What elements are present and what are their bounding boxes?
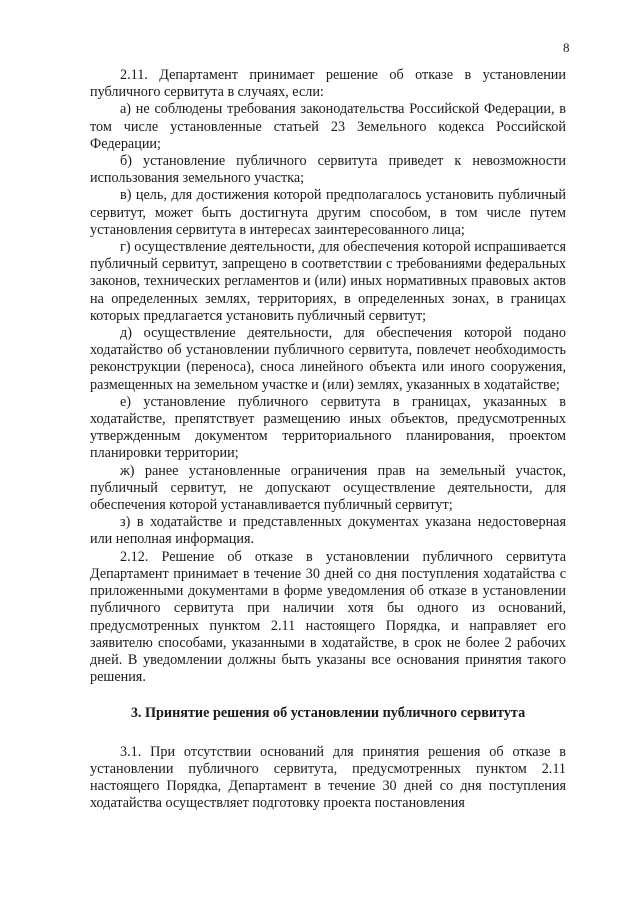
list-item-zh: ж) ранее установленные ограничения прав на земельный участок, публичный сервитут, не допускают осуществление деятельности, для обеспечения которой устанавливается публичный сервитут; (90, 462, 566, 514)
list-item-g: г) осуществление деятельности, для обеспечения которой испрашивается публичный сервитут, запрещено в соответствии с требованиями федеральных законов, технических регламентов и (или) иных нормативных правовых актов на определенных землях, территориях, в определенных зонах, в границах которых предлагается установить публичный сервитут; (90, 239, 566, 324)
document-body (90, 67, 566, 812)
list-item-b: б) установление публичного сервитута приведет к невозможности использования земельного участка; (90, 153, 566, 187)
section-heading: 3. Принятие решения об установлении публичного сервитута (130, 705, 526, 722)
list-item-z: з) в ходатайстве и представленных документах указана недостоверная или неполная информация. (90, 514, 566, 548)
list-item-e: е) установление публичного сервитута в границах, указанных в ходатайстве, препятствует размещению иных объектов, предусмотренных утвержденным документом территориального планирования, проектом планировки территории; (90, 393, 566, 462)
page-number: 8 (563, 40, 570, 55)
paragraph-3-1: 3.1. При отсутствии оснований для принятия решения об отказе в установлении публичного сервитута, предусмотренных пунктом 2.11 настоящего Порядка, Департамент в течение 30 дней со дня поступления ходатайства осуществляет подготовку проекта постановления (90, 743, 566, 812)
paragraph-2-11: 2.11. Департамент принимает решение об отказе в установлении публичного сервитута в случаях, если: (90, 67, 566, 101)
list-item-a: а) не соблюдены требования законодательства Российской Федерации, в том числе установленные статьей 23 Земельного кодекса Российской Федерации; (90, 101, 566, 152)
list-item-d: д) осуществление деятельности, для обеспечения которой подано ходатайство об установлении публичного сервитута, повлечет необходимость реконструкции (переноса), сноса линейного объекта или иного сооружения, размещенных на земельном участке и (или) землях, указанных в ходатайстве; (90, 325, 566, 393)
paragraph-2-12: 2.12. Решение об отказе в установлении публичного сервитута Департамент принимает в течение 30 дней со дня поступления ходатайства с приложенными документами в форме уведомления об отказе в установлении публичного сервитута при наличии хотя бы одного из оснований, предусмотренных пунктом 2.11 настоящего Порядка, и направляет его заявителю способами, указанными в ходатайстве, в срок не более 2 рабочих дней. В уведомлении должны быть указаны все основания принятия такого решения. (90, 548, 566, 686)
list-item-v: в) цель, для достижения которой предполагалось установить публичный сервитут, может быть достигнута другим способом, в том числе путем установления сервитута в интересах заинтересованного лица; (90, 187, 566, 238)
